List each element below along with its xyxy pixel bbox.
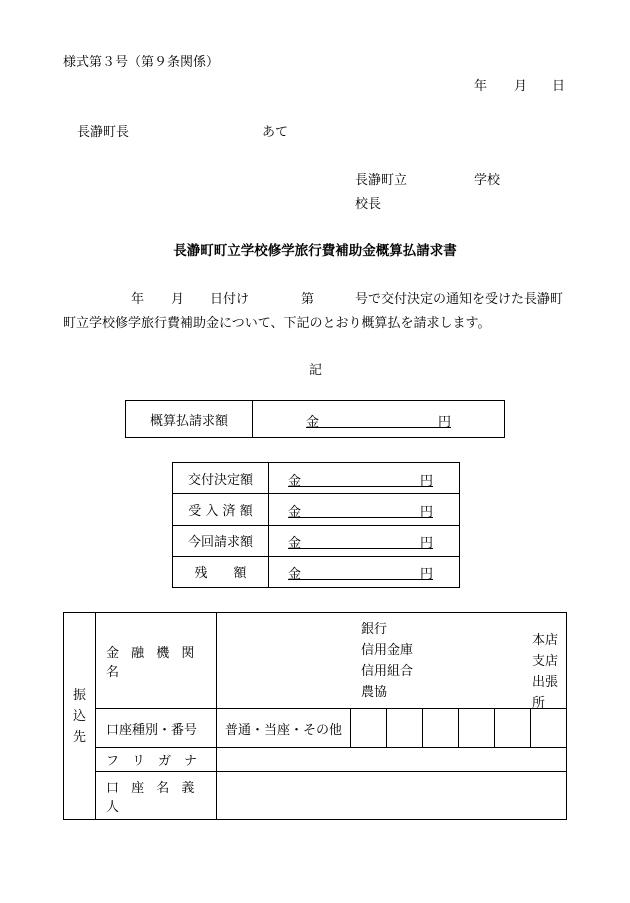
- amount-label: 今回請求額: [173, 525, 269, 556]
- type-nokyo: 農協: [361, 685, 388, 700]
- request-en: 円: [437, 414, 451, 430]
- type-bank: 銀行: [361, 622, 388, 637]
- holder-field[interactable]: [217, 772, 567, 820]
- request-amount-cell[interactable]: [253, 401, 505, 438]
- body-month: 月: [171, 292, 185, 307]
- amount-en: 円: [419, 536, 433, 552]
- account-digit-box[interactable]: [351, 709, 387, 748]
- amount-kin: 金: [288, 536, 302, 552]
- side-char: 先: [72, 729, 86, 745]
- type-shinkumi: 信用組合: [361, 664, 414, 679]
- branch-branch: 支店: [532, 654, 559, 669]
- amount-en: 円: [419, 504, 433, 520]
- amounts-table: [172, 462, 460, 588]
- account-type-options[interactable]: 普通・当座・その他: [217, 709, 351, 748]
- account-digit-box[interactable]: [387, 709, 423, 748]
- amount-label: 交付決定額: [173, 463, 269, 494]
- amount-en: 円: [419, 473, 433, 489]
- document-title: 長瀞町町立学校修学旅行費補助金概算払請求書: [173, 243, 457, 259]
- amount-kin: 金: [288, 567, 302, 583]
- date-day-label: 日: [552, 79, 566, 94]
- amount-kin: 金: [288, 504, 302, 520]
- account-digit-box[interactable]: [495, 709, 531, 748]
- branch-outpost: 出張所: [532, 675, 559, 711]
- recipient-suffix: あて: [262, 125, 289, 140]
- amount-cell[interactable]: [269, 463, 460, 494]
- institution-cell[interactable]: [217, 613, 567, 709]
- date-year-label: 年: [474, 79, 488, 94]
- amount-label: 受 入 済 額: [173, 494, 269, 525]
- sender-school-suffix: 学校: [474, 173, 501, 188]
- amount-cell[interactable]: [269, 494, 460, 525]
- furigana-field[interactable]: [217, 748, 567, 772]
- branch-types: [532, 630, 566, 714]
- institution-types: [361, 619, 413, 703]
- amount-en: 円: [419, 567, 433, 583]
- ki-label: 記: [309, 363, 323, 378]
- sender-school-prefix: 長瀞町立: [355, 173, 408, 188]
- bank-transfer-table: [63, 612, 567, 820]
- side-char: 込: [72, 708, 86, 724]
- date-month-label: 月: [514, 79, 528, 94]
- recipient-town-head: 長瀞町長: [77, 125, 130, 140]
- branch-main: 本店: [532, 633, 559, 648]
- body-go-text: 号で交付決定の通知を受けた長瀞町: [355, 292, 564, 307]
- request-amount-table: [125, 400, 505, 438]
- amount-cell[interactable]: [269, 525, 460, 556]
- institution-label: 金 融 機 関 名: [96, 613, 217, 709]
- amount-kin: 金: [288, 473, 302, 489]
- account-digit-box[interactable]: [459, 709, 495, 748]
- body-year: 年: [131, 292, 145, 307]
- type-shinkin: 信用金庫: [361, 643, 414, 658]
- amount-label: 残 額: [173, 556, 269, 587]
- holder-label: 口 座 名 義 人: [96, 772, 217, 820]
- account-digit-box[interactable]: [423, 709, 459, 748]
- side-char: 振: [72, 687, 86, 703]
- request-amount-label: 概算払請求額: [126, 401, 253, 438]
- body-date: 日付け: [210, 292, 250, 307]
- furigana-label: フ リ ガ ナ: [96, 748, 217, 772]
- account-digit-box[interactable]: [531, 709, 567, 748]
- body-dai: 第: [301, 292, 315, 307]
- account-label: 口座種別・番号: [96, 709, 217, 748]
- request-kin: 金: [306, 414, 320, 430]
- amount-cell[interactable]: [269, 556, 460, 587]
- transfer-side-label: [64, 613, 96, 820]
- form-number: 様式第３号（第９条関係）: [63, 55, 220, 70]
- body-line2: 町立学校修学旅行費補助金について、下記のとおり概算払を請求します。: [63, 316, 491, 331]
- sender-principal: 校長: [355, 197, 382, 212]
